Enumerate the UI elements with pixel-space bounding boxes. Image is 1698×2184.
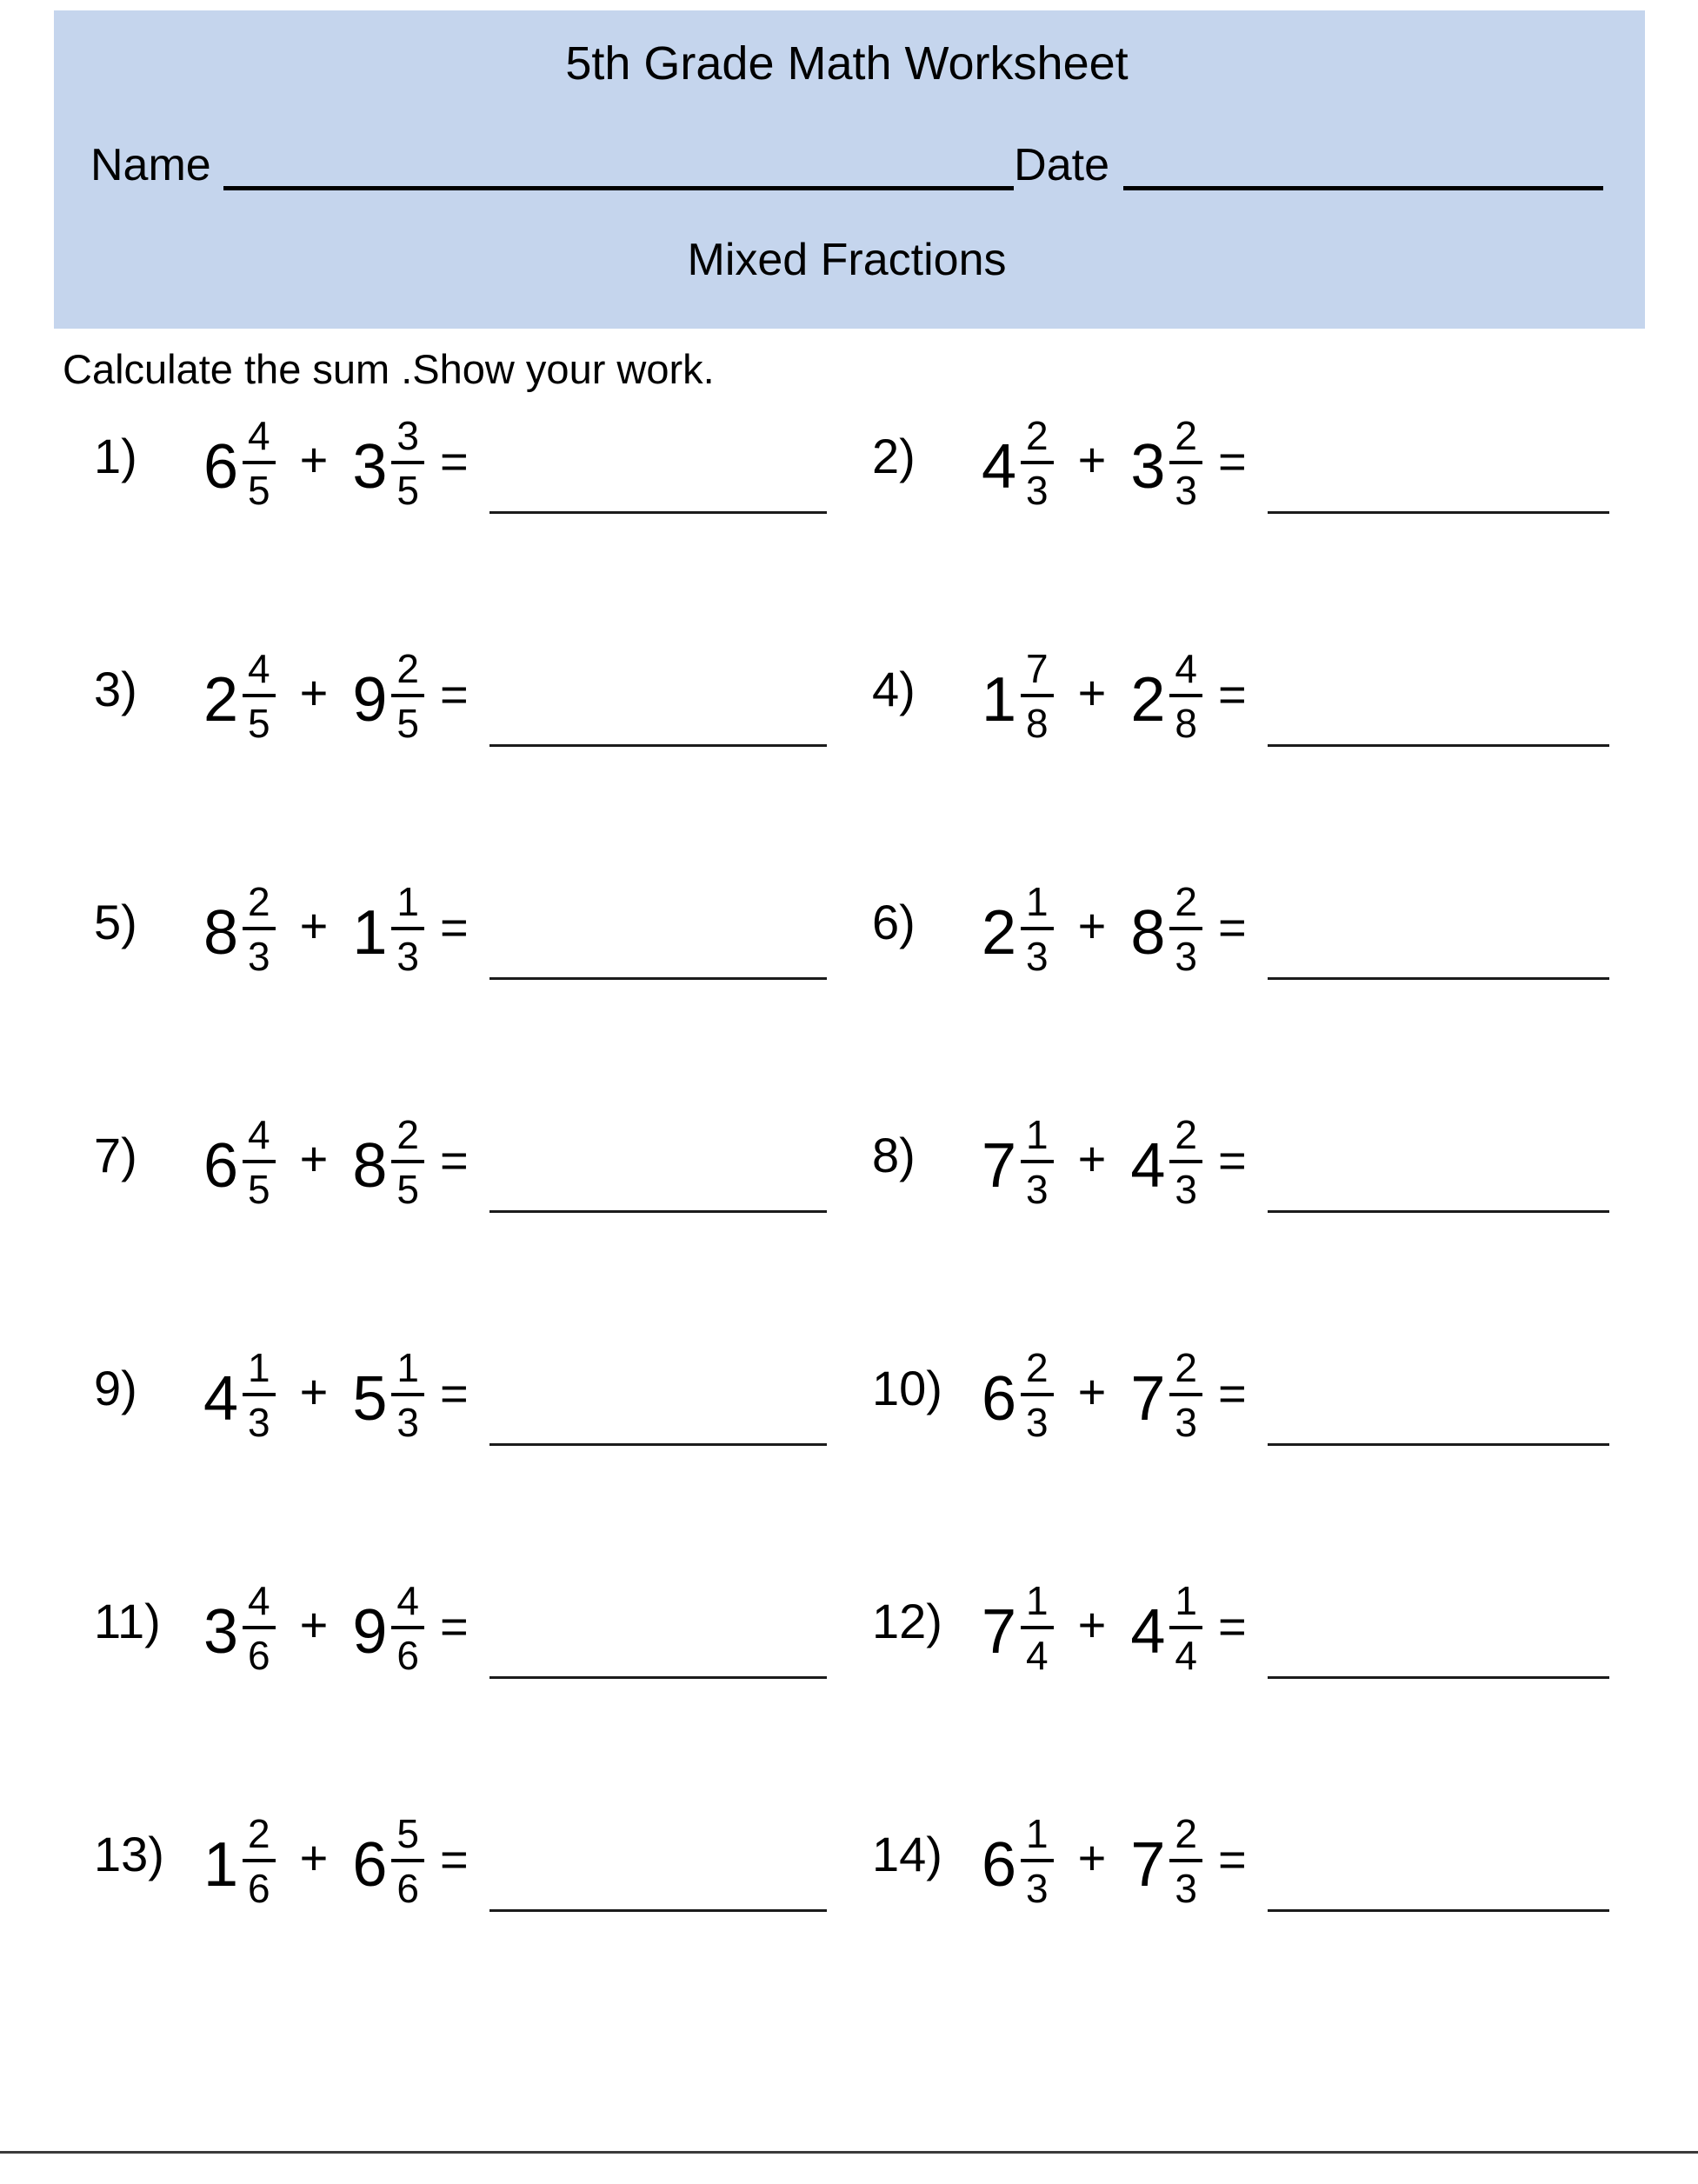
plus-operator: +: [299, 431, 329, 487]
plus-operator: +: [299, 1363, 329, 1419]
mixed-number-first: [982, 1578, 1054, 1679]
mixed-number-first: [982, 646, 1054, 747]
fraction-denominator: 4: [1026, 1633, 1049, 1679]
mixed-number-second: [352, 646, 424, 747]
fraction: [391, 1112, 424, 1213]
mixed-number-first: [203, 1345, 276, 1446]
plus-operator: +: [299, 897, 329, 953]
fraction-numerator: 1: [396, 1345, 419, 1391]
answer-blank-line: [489, 1676, 827, 1679]
fraction-bar: [243, 1160, 276, 1163]
answer-blank-line: [1268, 1210, 1609, 1213]
plus-operator: +: [1077, 1363, 1107, 1419]
answer-blank-line: [489, 1909, 827, 1912]
mixed-number-first: [982, 1811, 1054, 1912]
fraction-numerator: 4: [248, 1112, 270, 1158]
fraction-bar: [391, 1393, 424, 1396]
fraction-denominator: 5: [248, 468, 270, 514]
answer-blank-line: [489, 977, 827, 980]
fraction-bar: [243, 1626, 276, 1629]
whole-number: 2: [203, 664, 239, 735]
footer-divider: [0, 2151, 1698, 2154]
answer-blank-line: [489, 1443, 827, 1446]
whole-number: 3: [352, 431, 388, 502]
fraction-denominator: 5: [396, 1167, 419, 1213]
fraction-bar: [1021, 694, 1054, 697]
fraction-bar: [1169, 1393, 1202, 1396]
fraction: [243, 1578, 276, 1679]
fraction-denominator: 3: [1175, 1400, 1197, 1446]
fraction: [243, 1112, 276, 1213]
fraction-denominator: 3: [248, 934, 270, 980]
fraction-bar: [243, 927, 276, 930]
whole-number: 8: [1130, 897, 1166, 968]
problem-row: [94, 1112, 872, 1213]
plus-operator: +: [1077, 1829, 1107, 1885]
fraction-numerator: 2: [248, 1811, 270, 1857]
fraction-bar: [391, 694, 424, 697]
worksheet-subtitle: Mixed Fractions: [687, 235, 1007, 286]
fraction: [1021, 1112, 1054, 1213]
fraction-numerator: 2: [396, 646, 419, 692]
whole-number: 7: [1130, 1363, 1166, 1434]
fraction: [1021, 879, 1054, 980]
fraction-numerator: 5: [396, 1811, 419, 1857]
fraction: [243, 1811, 276, 1912]
plus-operator: +: [1077, 431, 1107, 487]
fraction-bar: [1021, 461, 1054, 464]
fraction: [243, 1345, 276, 1446]
whole-number: 2: [1130, 664, 1166, 735]
fraction-bar: [1169, 927, 1202, 930]
fraction-bar: [1021, 1626, 1054, 1629]
problem-number: 3): [94, 661, 137, 716]
fraction-denominator: 3: [1026, 934, 1049, 980]
mixed-number-second: [1130, 879, 1202, 980]
fraction: [1021, 413, 1054, 514]
answer-blank-line: [489, 1210, 827, 1213]
fraction-denominator: 3: [1026, 1400, 1049, 1446]
fraction: [1169, 646, 1202, 747]
fraction-bar: [1169, 1859, 1202, 1862]
answer-blank-line: [489, 511, 827, 514]
fraction: [391, 879, 424, 980]
fraction-bar: [1169, 461, 1202, 464]
fraction-denominator: 6: [396, 1633, 419, 1679]
fraction-numerator: 2: [396, 1112, 419, 1158]
problem-number: 14): [872, 1826, 942, 1881]
mixed-number-second: [352, 1811, 424, 1912]
date-label: Date: [1014, 140, 1109, 191]
fraction-numerator: 4: [248, 1578, 270, 1624]
plus-operator: +: [1077, 897, 1107, 953]
equals-sign: =: [439, 1132, 469, 1188]
fraction-numerator: 7: [1026, 646, 1049, 692]
fraction-denominator: 5: [248, 1167, 270, 1213]
fraction-denominator: 3: [1175, 1866, 1197, 1912]
fraction-numerator: 2: [1175, 1811, 1197, 1857]
problem-number: 6): [872, 894, 916, 949]
plus-operator: +: [1077, 664, 1107, 720]
fraction-bar: [243, 461, 276, 464]
fraction-numerator: 1: [1026, 879, 1049, 925]
whole-number: 1: [203, 1829, 239, 1900]
worksheet-header: [54, 10, 1645, 329]
whole-number: 6: [203, 431, 239, 502]
mixed-number-first: [203, 646, 276, 747]
fraction-numerator: 4: [1175, 646, 1197, 692]
mixed-number-first: [982, 1345, 1054, 1446]
fraction-denominator: 3: [396, 934, 419, 980]
answer-blank-line: [1268, 1909, 1609, 1912]
plus-operator: +: [299, 664, 329, 720]
mixed-number-second: [352, 1112, 424, 1213]
problem-row: [872, 1345, 1655, 1446]
worksheet-page: [0, 10, 1698, 2184]
fraction-numerator: 2: [1175, 879, 1197, 925]
whole-number: 9: [352, 664, 388, 735]
fraction-bar: [1021, 927, 1054, 930]
fraction: [1169, 1811, 1202, 1912]
fraction: [391, 1578, 424, 1679]
fraction-bar: [1021, 1160, 1054, 1163]
fraction: [1021, 646, 1054, 747]
fraction: [1021, 1578, 1054, 1679]
mixed-number-second: [1130, 1345, 1202, 1446]
fraction-numerator: 2: [1175, 413, 1197, 459]
fraction: [243, 879, 276, 980]
problem-number: 4): [872, 661, 916, 716]
fraction-denominator: 6: [396, 1866, 419, 1912]
whole-number: 2: [982, 897, 1017, 968]
mixed-number-second: [352, 1345, 424, 1446]
problem-row: [94, 1345, 872, 1446]
mixed-number-first: [982, 879, 1054, 980]
fraction-bar: [391, 1160, 424, 1163]
mixed-number-first: [982, 1112, 1054, 1213]
mixed-number-second: [352, 1578, 424, 1679]
plus-operator: +: [1077, 1130, 1107, 1186]
name-date-row: [90, 141, 1603, 190]
whole-number: 7: [982, 1596, 1017, 1667]
fraction: [1169, 879, 1202, 980]
fraction-denominator: 5: [396, 701, 419, 747]
date-blank-line: [1123, 142, 1603, 190]
plus-operator: +: [299, 1130, 329, 1186]
mixed-number-second: [1130, 1578, 1202, 1679]
mixed-number-second: [1130, 646, 1202, 747]
problems-grid: [0, 393, 1698, 1912]
fraction-denominator: 4: [1175, 1633, 1197, 1679]
equals-sign: =: [1217, 666, 1247, 722]
fraction-numerator: 4: [396, 1578, 419, 1624]
equals-sign: =: [1217, 1132, 1247, 1188]
problem-row: [94, 413, 872, 514]
fraction-denominator: 3: [1026, 1167, 1049, 1213]
problem-number: 7): [94, 1127, 137, 1182]
answer-blank-line: [489, 744, 827, 747]
whole-number: 1: [352, 897, 388, 968]
answer-blank-line: [1268, 977, 1609, 980]
mixed-number-second: [352, 879, 424, 980]
fraction-denominator: 3: [1175, 468, 1197, 514]
fraction-denominator: 3: [1026, 468, 1049, 514]
fraction-numerator: 1: [1026, 1811, 1049, 1857]
plus-operator: +: [299, 1829, 329, 1885]
mixed-number-first: [203, 879, 276, 980]
fraction-bar: [243, 1859, 276, 1862]
problem-number: 2): [872, 428, 916, 483]
mixed-number-first: [982, 413, 1054, 514]
fraction-numerator: 1: [1026, 1112, 1049, 1158]
fraction-denominator: 8: [1026, 701, 1049, 747]
whole-number: 3: [203, 1596, 239, 1667]
fraction-numerator: 1: [1175, 1578, 1197, 1624]
fraction-numerator: 2: [1026, 1345, 1049, 1391]
answer-blank-line: [1268, 1676, 1609, 1679]
name-blank-line: [223, 142, 1014, 190]
mixed-number-first: [203, 1578, 276, 1679]
whole-number: 4: [982, 431, 1017, 502]
problem-number: 11): [94, 1593, 161, 1648]
whole-number: 3: [1130, 431, 1166, 502]
equals-sign: =: [1217, 1365, 1247, 1421]
instruction-text: Calculate the sum .Show your work.: [63, 346, 715, 392]
problem-number: 8): [872, 1127, 916, 1182]
problem-row: [94, 646, 872, 747]
equals-sign: =: [439, 1365, 469, 1421]
fraction-numerator: 2: [248, 879, 270, 925]
fraction-bar: [1021, 1393, 1054, 1396]
fraction: [243, 646, 276, 747]
fraction-numerator: 2: [1175, 1112, 1197, 1158]
mixed-number-first: [203, 1811, 276, 1912]
problem-number: 10): [872, 1360, 942, 1415]
fraction: [391, 1345, 424, 1446]
fraction: [1169, 1345, 1202, 1446]
answer-blank-line: [1268, 1443, 1609, 1446]
mixed-number-second: [352, 413, 424, 514]
plus-operator: +: [299, 1596, 329, 1652]
whole-number: 6: [352, 1829, 388, 1900]
fraction-numerator: 4: [248, 646, 270, 692]
fraction-bar: [1169, 1160, 1202, 1163]
fraction-bar: [243, 1393, 276, 1396]
equals-sign: =: [1217, 1598, 1247, 1654]
fraction: [391, 413, 424, 514]
whole-number: 4: [203, 1363, 239, 1434]
fraction-bar: [391, 1626, 424, 1629]
problem-number: 9): [94, 1360, 137, 1415]
whole-number: 7: [982, 1130, 1017, 1201]
fraction: [1021, 1811, 1054, 1912]
fraction-denominator: 6: [248, 1866, 270, 1912]
equals-sign: =: [1217, 1831, 1247, 1887]
fraction: [391, 646, 424, 747]
whole-number: 8: [203, 897, 239, 968]
whole-number: 7: [1130, 1829, 1166, 1900]
fraction-denominator: 6: [248, 1633, 270, 1679]
fraction-bar: [391, 461, 424, 464]
fraction-denominator: 3: [1026, 1866, 1049, 1912]
fraction: [1169, 413, 1202, 514]
problem-number: 1): [94, 428, 137, 483]
fraction-denominator: 3: [396, 1400, 419, 1446]
equals-sign: =: [439, 1598, 469, 1654]
equals-sign: =: [439, 666, 469, 722]
equals-sign: =: [439, 899, 469, 955]
whole-number: 4: [1130, 1596, 1166, 1667]
fraction: [1169, 1112, 1202, 1213]
whole-number: 9: [352, 1596, 388, 1667]
equals-sign: =: [439, 1831, 469, 1887]
equals-sign: =: [1217, 899, 1247, 955]
whole-number: 8: [352, 1130, 388, 1201]
mixed-number-second: [1130, 1112, 1202, 1213]
whole-number: 1: [982, 664, 1017, 735]
problem-number: 13): [94, 1826, 164, 1881]
whole-number: 5: [352, 1363, 388, 1434]
whole-number: 6: [982, 1829, 1017, 1900]
answer-blank-line: [1268, 744, 1609, 747]
fraction-denominator: 5: [248, 701, 270, 747]
fraction-numerator: 2: [1175, 1345, 1197, 1391]
problem-number: 12): [872, 1593, 942, 1648]
equals-sign: =: [1217, 433, 1247, 489]
fraction-numerator: 1: [248, 1345, 270, 1391]
fraction-denominator: 3: [1175, 1167, 1197, 1213]
fraction-numerator: 4: [248, 413, 270, 459]
problem-row: [94, 879, 872, 980]
fraction-denominator: 5: [396, 468, 419, 514]
fraction-denominator: 8: [1175, 701, 1197, 747]
whole-number: 6: [203, 1130, 239, 1201]
whole-number: 6: [982, 1363, 1017, 1434]
name-label: Name: [90, 140, 211, 191]
fraction: [1169, 1578, 1202, 1679]
fraction-numerator: 3: [396, 413, 419, 459]
mixed-number-second: [1130, 1811, 1202, 1912]
whole-number: 4: [1130, 1130, 1166, 1201]
mixed-number-second: [1130, 413, 1202, 514]
fraction-bar: [243, 694, 276, 697]
fraction: [1021, 1345, 1054, 1446]
mixed-number-first: [203, 413, 276, 514]
problem-row: [872, 413, 1655, 514]
problem-number: 5): [94, 894, 137, 949]
problem-row: [872, 1578, 1655, 1679]
problem-row: [94, 1811, 872, 1912]
fraction-bar: [391, 927, 424, 930]
fraction-denominator: 3: [1175, 934, 1197, 980]
problem-row: [94, 1578, 872, 1679]
problem-row: [872, 1811, 1655, 1912]
answer-blank-line: [1268, 511, 1609, 514]
fraction-bar: [1169, 1626, 1202, 1629]
fraction-numerator: 1: [1026, 1578, 1049, 1624]
equals-sign: =: [439, 433, 469, 489]
problem-row: [872, 879, 1655, 980]
fraction-numerator: 2: [1026, 413, 1049, 459]
fraction: [391, 1811, 424, 1912]
fraction-bar: [391, 1859, 424, 1862]
fraction-bar: [1169, 694, 1202, 697]
mixed-number-first: [203, 1112, 276, 1213]
fraction-denominator: 3: [248, 1400, 270, 1446]
fraction: [243, 413, 276, 514]
worksheet-title: 5th Grade Math Worksheet: [565, 37, 1129, 90]
fraction-numerator: 1: [396, 879, 419, 925]
problem-row: [872, 646, 1655, 747]
plus-operator: +: [1077, 1596, 1107, 1652]
problem-row: [872, 1112, 1655, 1213]
fraction-bar: [1021, 1859, 1054, 1862]
